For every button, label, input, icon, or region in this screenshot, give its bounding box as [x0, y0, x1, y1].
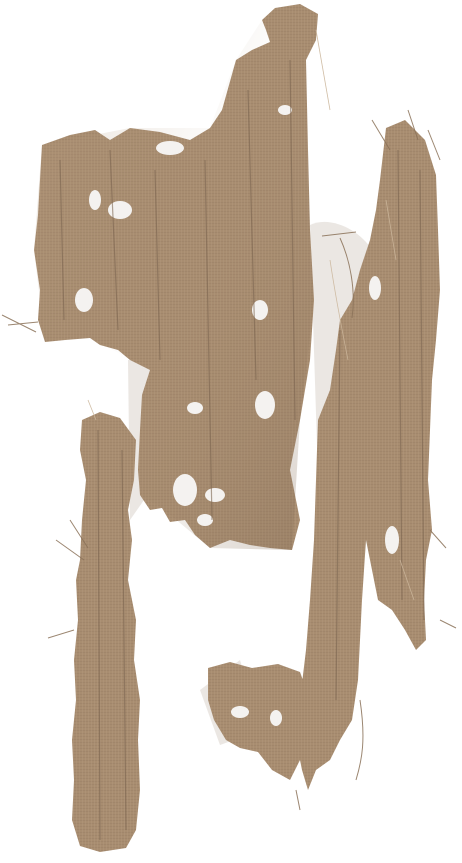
fragment-lower-middle [208, 662, 310, 780]
fragment-left-strip [72, 412, 140, 852]
fragment-tone-overlay [34, 4, 318, 550]
fragment-right-strip [296, 120, 440, 790]
